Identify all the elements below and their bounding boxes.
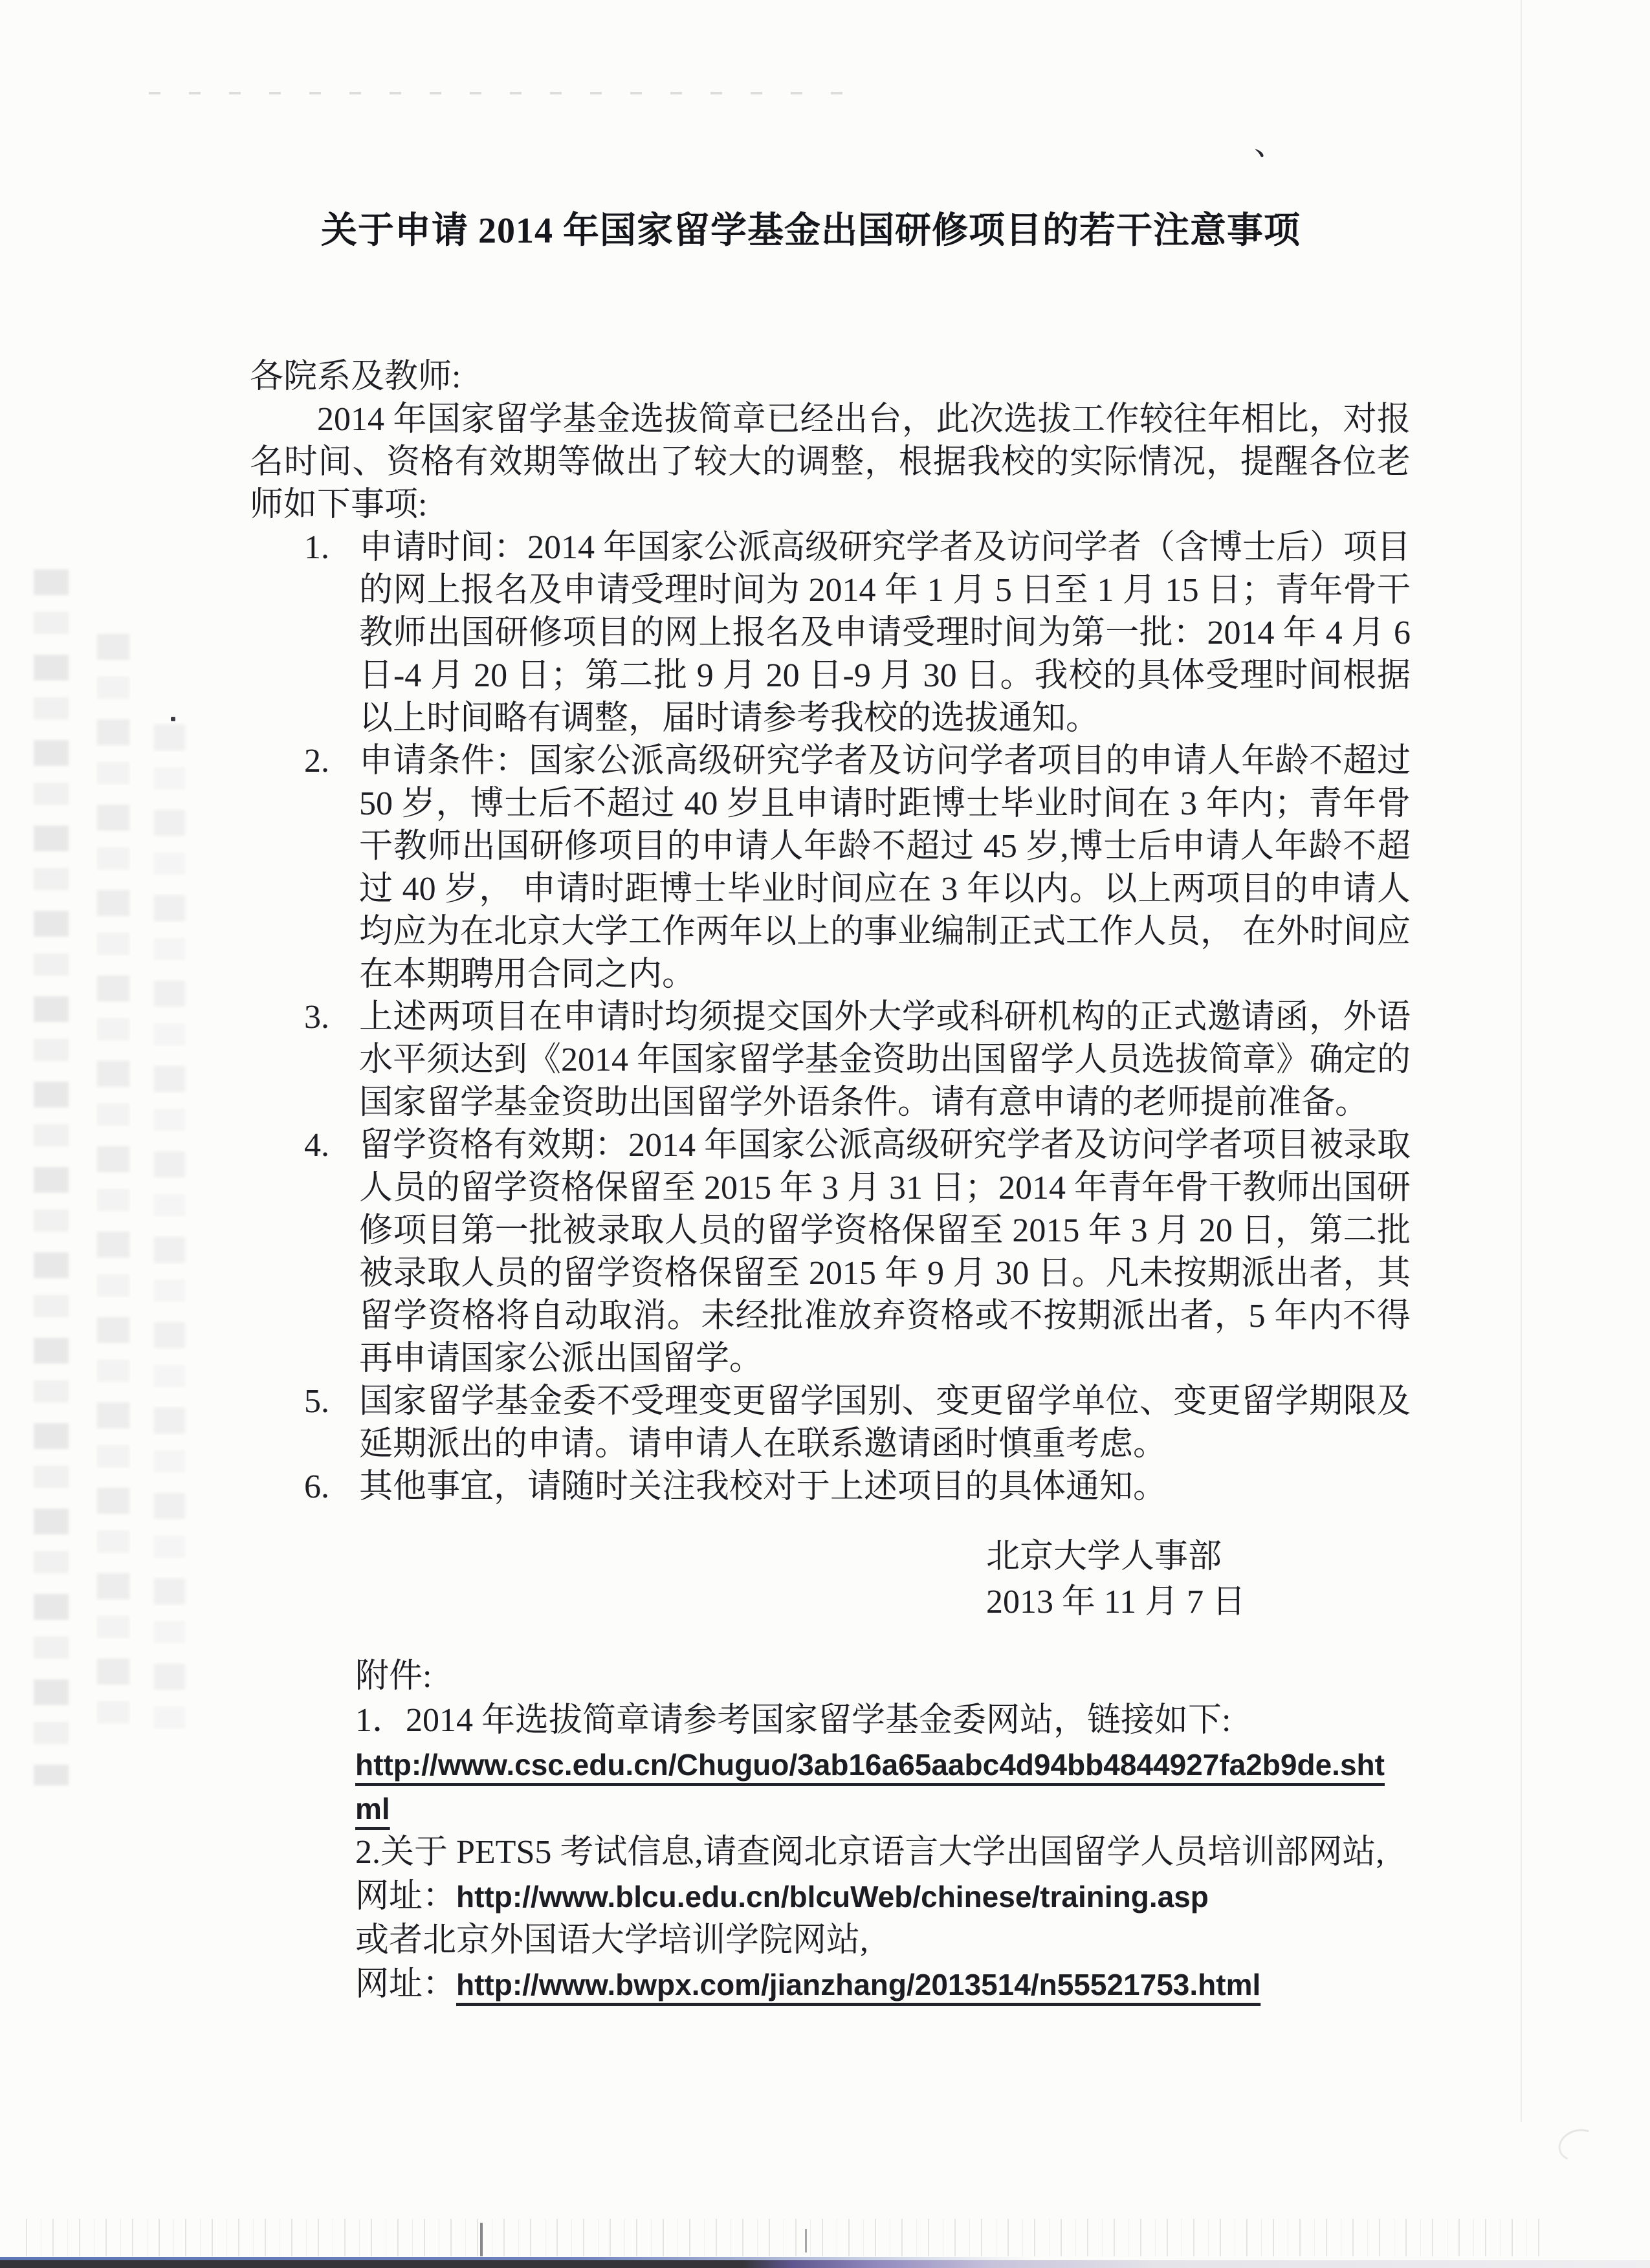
list-item-text: 申请条件：国家公派高级研究学者及访问学者项目的申请人年龄不超过 50 岁，博士后不超过 40 岁且申请时距博士毕业时间在 3 年内；青年骨干教师出国研修项目的申请人年龄不超过 45 岁,博士后申请人年龄不超过 40 岁， 申请时距博士毕业时间应在 3 年以内。以上两项目的申请人均应为在北京大学工作两年以上的事业编制正式工作人员， 在外时间应在本期聘用合同之内。 bbox=[359, 743, 1411, 993]
ink-speck bbox=[171, 717, 175, 721]
attachments-heading: 附件: bbox=[355, 1658, 432, 1695]
list-item-number: 3. bbox=[304, 999, 329, 1036]
attachment-1-label: 1．2014 年选拔简章请参考国家留学基金委网站，链接如下: bbox=[355, 1702, 1231, 1739]
list-item bbox=[250, 996, 1411, 1124]
list-item-number: 2. bbox=[304, 743, 329, 780]
list-item-text: 申请时间：2014 年国家公派高级研究学者及访问学者（含博士后）项目的网上报名及申请受理时间为 2014 年 1 月 5 日至 1 月 15 日；青年骨干教师出国研修项目的网上报名及申请受理时间为第一批：2014 年 4 月 6 日-4 月 20 日；第二批 9 月 20 日-9 月 30 日。我校的具体受理时间根据以上时间略有调整，届时请参考我校的选拔通知。 bbox=[359, 529, 1411, 737]
attachment-3-link-line bbox=[355, 1963, 1411, 2007]
scanner-noise-mark bbox=[805, 2229, 807, 2252]
list-item-text: 上述两项目在申请时均须提交国外大学或科研机构的正式邀请函，外语水平须达到《2014 年国家留学基金资助出国留学人员选拔简章》确定的国家留学基金资助出国留学外语条件。请有意申请的老师提前准备。 bbox=[359, 999, 1411, 1121]
attachments-section bbox=[355, 1655, 1411, 2007]
attachment-1-link[interactable]: http://www.csc.edu.cn/Chuguo/3ab16a65aabc4d94bb4844927fa2b9de.shtml bbox=[355, 1748, 1385, 1826]
list-item-number: 6. bbox=[304, 1468, 329, 1505]
url-prefix-label: 网址： bbox=[355, 1878, 457, 1915]
signature-organization: 北京大学人事部 bbox=[986, 1538, 1222, 1575]
scan-streak-top bbox=[149, 92, 867, 94]
notice-list bbox=[250, 527, 1411, 1509]
list-item bbox=[250, 1466, 1411, 1509]
scanner-edge-blue-line bbox=[0, 2257, 1035, 2260]
signature-block bbox=[986, 1534, 1246, 1625]
attachment-2-alt-label: 或者北京外国语大学培训学院网站, bbox=[355, 1922, 869, 1959]
list-item bbox=[250, 740, 1411, 996]
page-curl-mark bbox=[1554, 2124, 1602, 2166]
list-item-number: 4. bbox=[304, 1127, 329, 1164]
attachment-2-label: 2.关于 PETS5 考试信息,请查阅北京语言大学出国留学人员培训部网站, bbox=[355, 1834, 1385, 1871]
scanner-noise-mark bbox=[480, 2223, 483, 2256]
intro-paragraph: 2014 年国家留学基金选拔简章已经出台，此次选拔工作较往年相比，对报名时间、资格有效期等做出了较大的调整，根据我校的实际情况，提醒各位老师如下事项: bbox=[250, 401, 1411, 523]
bleed-through-artifact bbox=[154, 725, 185, 1734]
attachment-1-link-line bbox=[355, 1743, 1411, 1831]
list-item-text: 留学资格有效期：2014 年国家公派高级研究学者及访问学者项目被录取人员的留学资格保留至 2015 年 3 月 31 日；2014 年青年骨干教师出国研修项目第一批被录取人员的留学资格保留至 2015 年 3 月 20 日，第二批被录取人员的留学资格保留至 2015 年 9 月 30 日。凡未按期派出者，其留学资格将自动取消。未经批准放弃资格或不按期派出者，5 年内不得再申请国家公派出国留学。 bbox=[359, 1127, 1411, 1377]
scanner-edge-bar bbox=[0, 2260, 1650, 2268]
scanner-noise-band bbox=[26, 2219, 1540, 2256]
attachment-2-link-line bbox=[355, 1875, 1411, 1919]
url-prefix-label: 网址： bbox=[355, 1966, 457, 2003]
list-item-text: 其他事宜，请随时关注我校对于上述项目的具体通知。 bbox=[359, 1468, 1167, 1505]
salutation: 各院系及教师: bbox=[250, 358, 461, 395]
attachment-2-link[interactable]: http://www.blcu.edu.cn/blcuWeb/chinese/training.asp bbox=[456, 1880, 1209, 1914]
stray-ink-mark: 、 bbox=[1254, 125, 1286, 162]
list-item-number: 5. bbox=[304, 1383, 329, 1420]
bleed-through-artifact bbox=[97, 634, 129, 1734]
page-title: 关于申请 2014 年国家留学基金出国研修项目的若干注意事项 bbox=[321, 211, 1301, 251]
list-item bbox=[250, 527, 1411, 740]
notice-document bbox=[250, 206, 1411, 1509]
list-item bbox=[250, 1124, 1411, 1380]
signature-date: 2013 年 11 月 7 日 bbox=[986, 1584, 1246, 1620]
attachment-3-link[interactable]: http://www.bwpx.com/jianzhang/2013514/n55521753.html bbox=[456, 1968, 1261, 2001]
list-item bbox=[250, 1380, 1411, 1466]
bleed-through-artifact bbox=[34, 569, 69, 1785]
scan-fold-line bbox=[1521, 0, 1522, 2122]
list-item-number: 1. bbox=[304, 529, 329, 566]
list-item-text: 国家留学基金委不受理变更留学国别、变更留学单位、变更留学期限及延期派出的申请。请申请人在联系邀请函时慎重考虑。 bbox=[359, 1383, 1411, 1463]
